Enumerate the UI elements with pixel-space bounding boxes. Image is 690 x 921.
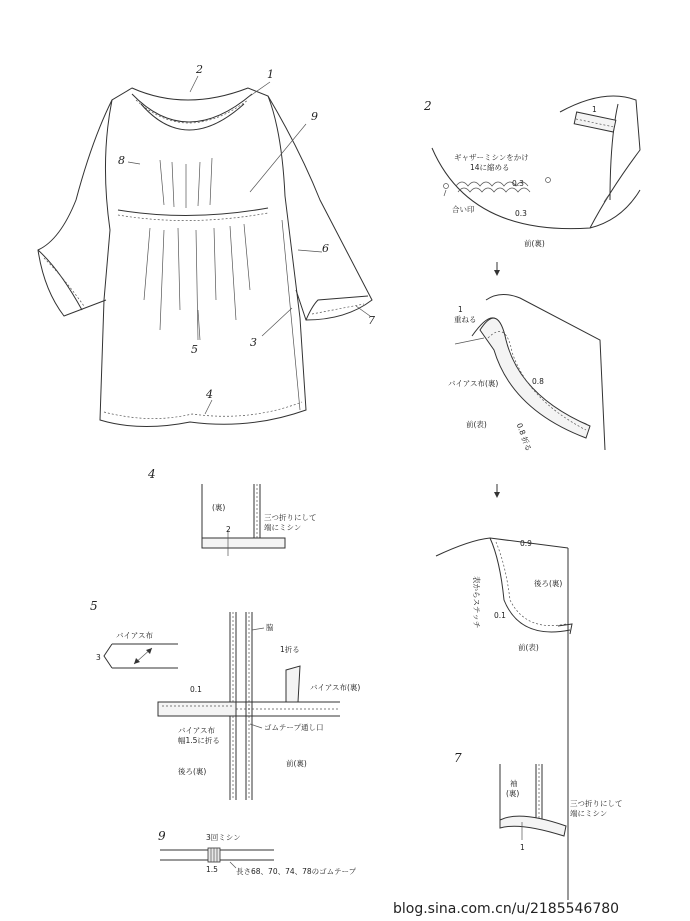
callout-2: 2 xyxy=(196,63,203,76)
callout-6: 6 xyxy=(322,242,329,255)
step-2-back-wrong: 後ろ(裏) xyxy=(534,579,563,588)
callout-3: 3 xyxy=(250,336,257,349)
step-5-bias-fabric: バイアス布 xyxy=(116,631,153,640)
step-7-width: 1 xyxy=(520,843,525,852)
step-2-match-mark: 合い印 xyxy=(452,205,475,214)
step-2-front-right: 前(表) xyxy=(466,420,487,429)
step-5-bias-wrong: バイアス布(裏) xyxy=(310,683,361,692)
garment-drawing xyxy=(38,63,375,427)
step-7-sleeve-2: (裏) xyxy=(506,789,520,798)
step-2-front-right-2: 前(表) xyxy=(518,643,539,652)
step-5-waist-casing xyxy=(90,599,360,800)
step-2-neckline xyxy=(423,96,640,900)
step-5-side-seam: 脇 xyxy=(266,623,274,632)
step-4-wrong-side: (裏) xyxy=(212,503,226,512)
step-2-overlap-2: 重ねる xyxy=(454,315,477,324)
step-2-gap-bottom: 0.3 xyxy=(515,209,527,218)
step-4-title: 4 xyxy=(148,467,156,481)
step-2-gap-top: 0.3 xyxy=(512,179,524,188)
callout-7: 7 xyxy=(368,314,375,327)
callout-9: 9 xyxy=(311,110,318,123)
step-9-title: 9 xyxy=(158,829,166,843)
step-4-hem-note-2: 端にミシン xyxy=(264,523,302,532)
step-4-hem-note-1: 三つ折りにして xyxy=(264,513,317,522)
step-7-sleeve-1: 袖 xyxy=(510,779,518,788)
step-5-seam-01: 0.1 xyxy=(190,685,202,694)
step-5-front-wrong: 前(裏) xyxy=(286,759,307,768)
step-9-elastic xyxy=(158,829,357,876)
step-5-bias-width: 3 xyxy=(96,653,101,662)
step-5-bias-fold-2: 幅1.5に折る xyxy=(178,736,220,745)
step-7-hem-note-2: 端にミシン xyxy=(570,809,608,818)
step-2-overlap-1: 1 xyxy=(458,305,463,314)
step-7-title: 7 xyxy=(454,751,462,765)
step-2-gather-note-2: 14に縮める xyxy=(470,163,510,172)
step-2-seam-08: 0.8 xyxy=(532,377,544,386)
step-9-overlap: 1.5 xyxy=(206,865,218,874)
step-7-hem-note-1: 三つ折りにして xyxy=(570,799,623,808)
callout-1: 1 xyxy=(267,68,274,81)
step-5-bias-fold-1: バイアス布 xyxy=(178,726,215,735)
step-7-sleeve-hem xyxy=(454,751,623,852)
step-2-front-wrong: 前(裏) xyxy=(524,239,545,248)
watermark-text: blog.sina.com.cn/u/2185546780 xyxy=(393,901,620,917)
step-4-hem xyxy=(147,467,317,556)
step-9-stitch-note: 3回ミシン xyxy=(206,833,241,842)
step-2-fold-08: 0.8 折る xyxy=(514,421,534,453)
step-2-seam-01: 0.1 xyxy=(494,611,506,620)
step-2-title: 2 xyxy=(424,99,432,113)
step-2-stitch-from-wrong: 表からステッチ xyxy=(472,576,481,629)
callout-4: 4 xyxy=(206,388,213,401)
step-2-seam-09: 0.9 xyxy=(520,539,532,548)
step-4-width: 2 xyxy=(226,525,231,534)
callout-5: 5 xyxy=(191,343,198,356)
step-2-gather-note-1: ギャザーミシンをかけ xyxy=(454,153,529,162)
step-9-elastic-length: 長さ68、70、74、78のゴムテープ xyxy=(236,867,357,876)
step-2-band-num: 1 xyxy=(592,105,597,114)
step-5-title: 5 xyxy=(90,599,98,613)
step-5-back-wrong: 後ろ(裏) xyxy=(178,767,207,776)
step-5-fold-1: 1折る xyxy=(280,645,300,654)
callout-8: 8 xyxy=(118,154,125,167)
step-2-bias-wrong: バイアス布(裏) xyxy=(448,379,499,388)
step-5-elastic-opening: ゴムテープ通し口 xyxy=(264,723,324,732)
